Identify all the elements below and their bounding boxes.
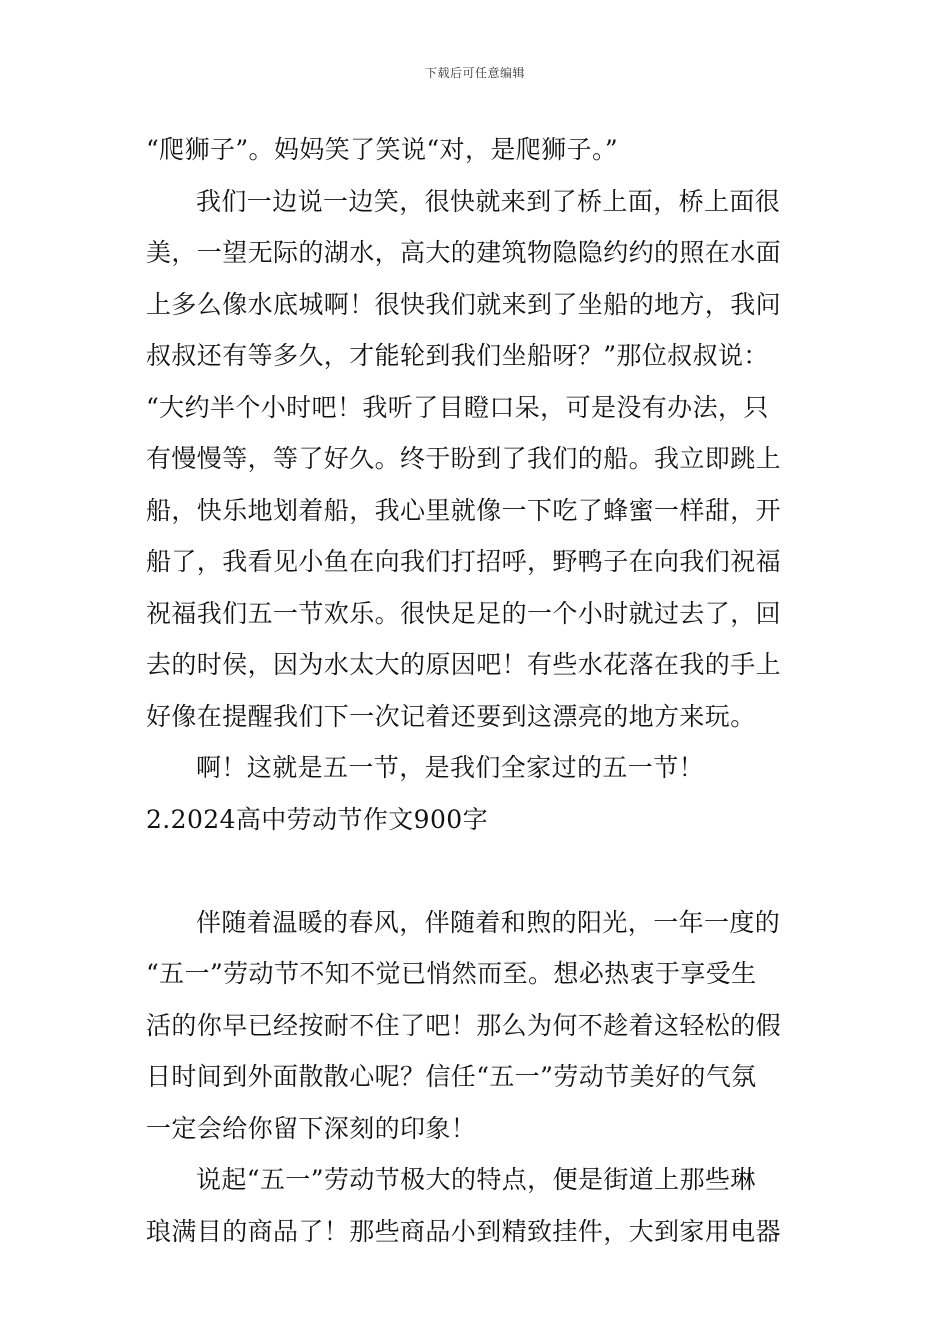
paragraph-line: 祝福我们五一节欢乐。很快足足的一个小时就过去了，回: [146, 598, 782, 628]
paragraph-line: 船了，我看见小鱼在向我们打招呼，野鸭子在向我们祝福: [146, 547, 782, 576]
paragraph-line: 美，一望无际的湖水，高大的建筑物隐隐约约的照在水面: [146, 238, 782, 267]
paragraph-line: 活的你早已经按耐不住了吧！那么为何不趁着这轻松的假: [146, 1010, 782, 1040]
paragraph-line: “五一”劳动节不知不觉已悄然而至。想必热衷于享受生: [146, 959, 757, 988]
paragraph-line: 啊！这就是五一节，是我们全家过的五一节！: [196, 753, 705, 782]
paragraph-line: 船，快乐地划着船，我心里就像一下吃了蜂蜜一样甜，开: [146, 495, 782, 525]
paragraph-line: 去的时侯，因为水太大的原因吧！有些水花落在我的手上: [146, 650, 782, 679]
paragraph-line: 好像在提醒我们下一次记着还要到这漂亮的地方来玩。: [146, 701, 756, 731]
paragraph-line: 伴随着温暖的春风，伴随着和煦的阳光，一年一度的: [196, 907, 781, 937]
paragraph-line: 我们一边说一边笑，很快就来到了桥上面，桥上面很: [196, 186, 781, 216]
paragraph-line: 说起“五一”劳动节极大的特点，便是街道上那些琳: [196, 1165, 756, 1194]
paragraph-line: “爬狮子”。妈妈笑了笑说“对，是爬狮子。”: [146, 135, 619, 164]
paragraph-line: 日时间到外面散散心呢？信任“五一”劳动节美好的气氛: [146, 1062, 757, 1091]
page-header: 下载后可任意编辑: [424, 66, 525, 80]
blank-line: [146, 845, 810, 897]
paragraph-line: 有慢慢等，等了好久。终于盼到了我们的船。我立即跳上: [146, 444, 782, 473]
paragraph-line: 琅满目的商品了！那些商品小到精致挂件，大到家用电器: [146, 1216, 782, 1246]
section-heading: 2.2024高中劳动节作文900字: [146, 804, 488, 834]
paragraph-line: 叔叔还有等多久，才能轮到我们坐船呀？”那位叔叔说：: [146, 341, 769, 370]
paragraph-line: 上多么像水底城啊！很快我们就来到了坐船的地方，我问: [146, 289, 782, 319]
paragraph-line: “大约半个小时吧！我听了目瞪口呆，可是没有办法，只: [146, 392, 769, 422]
paragraph-line: 一定会给你留下深刻的印象！: [146, 1113, 477, 1143]
document-body: [146, 124, 810, 1257]
